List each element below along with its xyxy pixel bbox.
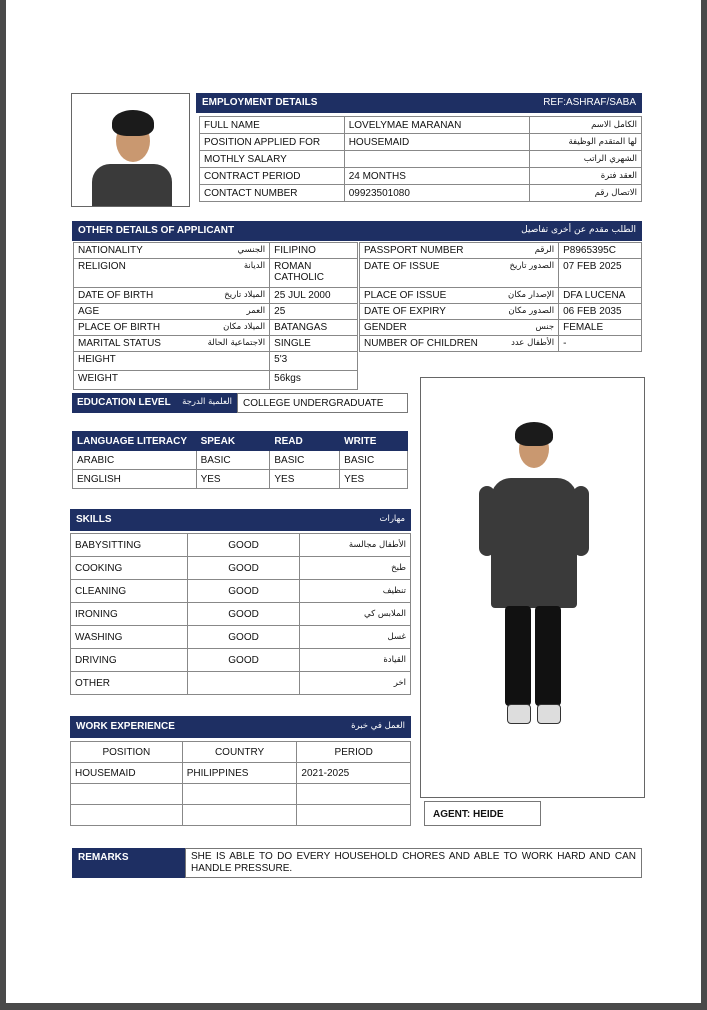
language-cell: BASIC xyxy=(270,451,340,470)
other-details-left-table xyxy=(73,242,358,390)
work-experience-title: WORK EXPERIENCE xyxy=(76,721,175,732)
skill-level: GOOD xyxy=(187,534,300,557)
employment-header xyxy=(196,93,642,113)
detail-label-cell xyxy=(74,371,270,390)
work-cell xyxy=(297,805,411,826)
skill-name: BABYSITTING xyxy=(71,534,188,557)
skill-row xyxy=(71,557,411,580)
employment-label: CONTRACT PERIOD xyxy=(200,168,345,185)
detail-label-ar: الصدور تاريخ xyxy=(509,261,555,271)
work-cell xyxy=(182,784,297,805)
applicant-full-body-photo xyxy=(420,377,645,798)
detail-label: PASSPORT NUMBER xyxy=(364,245,464,256)
detail-label: WEIGHT xyxy=(78,373,118,384)
detail-label: DATE OF ISSUE xyxy=(364,261,440,272)
detail-value: 25 xyxy=(270,304,358,320)
detail-label-cell xyxy=(360,336,559,352)
detail-label: DATE OF EXPIRY xyxy=(364,306,446,317)
detail-label-cell xyxy=(360,259,559,288)
work-header: PERIOD xyxy=(297,742,411,763)
detail-row xyxy=(360,288,642,304)
detail-value: - xyxy=(559,336,642,352)
employment-row xyxy=(200,151,642,168)
work-row xyxy=(71,763,411,784)
detail-label: GENDER xyxy=(364,322,407,333)
detail-value: 25 JUL 2000 xyxy=(270,288,358,304)
detail-label-ar: الأطفال عدد xyxy=(511,338,555,348)
skill-level: GOOD xyxy=(187,557,300,580)
detail-row xyxy=(360,336,642,352)
work-cell: 2021-2025 xyxy=(297,763,411,784)
skill-name-ar: تنظيف xyxy=(300,580,411,603)
detail-label-ar: الرقم xyxy=(534,245,555,255)
detail-row xyxy=(74,243,358,259)
detail-label: NUMBER OF CHILDREN xyxy=(364,338,478,349)
skill-name-ar: اخر xyxy=(300,672,411,695)
other-details-title: OTHER DETAILS OF APPLICANT xyxy=(78,225,235,236)
employment-label: POSITION APPLIED FOR xyxy=(200,134,345,151)
employment-label-ar: الشهري الراتب xyxy=(530,151,642,168)
skill-name-ar: طبخ xyxy=(300,557,411,580)
detail-label-cell xyxy=(360,288,559,304)
detail-label: PLACE OF ISSUE xyxy=(364,290,447,301)
remarks-label: REMARKS xyxy=(72,848,185,878)
detail-value: 56kgs xyxy=(270,371,358,390)
detail-row xyxy=(360,304,642,320)
employment-title: EMPLOYMENT DETAILS xyxy=(202,97,318,108)
detail-value: 5'3 xyxy=(270,352,358,371)
detail-row xyxy=(74,371,358,390)
employment-label: MOTHLY SALARY xyxy=(200,151,345,168)
applicant-portrait-photo xyxy=(71,93,190,207)
detail-value: DFA LUCENA xyxy=(559,288,642,304)
detail-label-ar: الصدور مكان xyxy=(508,306,555,316)
skill-name-ar: الأطفال مجالسة xyxy=(300,534,411,557)
skill-row xyxy=(71,626,411,649)
detail-label-ar: الميلاد تاريخ xyxy=(224,290,266,300)
education-label-box xyxy=(72,393,237,413)
detail-label-cell xyxy=(360,320,559,336)
detail-label: PLACE OF BIRTH xyxy=(78,322,161,333)
work-cell: HOUSEMAID xyxy=(71,763,183,784)
employment-label: CONTACT NUMBER xyxy=(200,185,345,202)
language-cell: BASIC xyxy=(196,451,270,470)
skill-level xyxy=(187,672,300,695)
other-details-title-ar: الطلب مقدم عن أخرى تفاصيل xyxy=(521,225,636,235)
language-row xyxy=(73,451,408,470)
detail-row xyxy=(360,243,642,259)
detail-value: 07 FEB 2025 xyxy=(559,259,642,288)
detail-label-cell xyxy=(74,288,270,304)
skills-title: SKILLS xyxy=(76,514,112,525)
skill-name: COOKING xyxy=(71,557,188,580)
employment-row xyxy=(200,168,642,185)
detail-label-cell xyxy=(74,320,270,336)
remarks-text: SHE IS ABLE TO DO EVERY HOUSEHOLD CHORES AND ABLE TO WORK HARD AND CAN HANDLE PRESSURE. xyxy=(185,848,642,878)
detail-label-ar: جنس xyxy=(535,322,555,332)
employment-label: FULL NAME xyxy=(200,117,345,134)
detail-row xyxy=(74,288,358,304)
detail-label: NATIONALITY xyxy=(78,245,143,256)
employment-label-ar: الاتصال رقم xyxy=(530,185,642,202)
employment-value: 09923501080 xyxy=(344,185,530,202)
work-header: COUNTRY xyxy=(182,742,297,763)
employment-row xyxy=(200,185,642,202)
work-experience-table xyxy=(70,741,411,826)
language-header: LANGUAGE LITERACY xyxy=(73,432,197,451)
other-details-header xyxy=(72,221,642,241)
employment-value: 24 MONTHS xyxy=(344,168,530,185)
other-details-right-table xyxy=(359,242,642,352)
detail-row xyxy=(74,320,358,336)
detail-label-ar: الإصدار مكان xyxy=(507,290,555,300)
skill-name: OTHER xyxy=(71,672,188,695)
detail-label-ar: العمر xyxy=(246,306,266,316)
skill-name: WASHING xyxy=(71,626,188,649)
detail-row xyxy=(360,320,642,336)
employment-row xyxy=(200,117,642,134)
work-header: POSITION xyxy=(71,742,183,763)
employment-value xyxy=(344,151,530,168)
work-cell xyxy=(71,805,183,826)
work-experience-header xyxy=(70,716,411,738)
language-cell: YES xyxy=(340,470,408,489)
language-cell: ENGLISH xyxy=(73,470,197,489)
detail-row xyxy=(74,259,358,288)
skill-level: GOOD xyxy=(187,649,300,672)
skill-row xyxy=(71,580,411,603)
skill-name: IRONING xyxy=(71,603,188,626)
detail-label-ar: الجنسي xyxy=(237,245,266,255)
employment-row xyxy=(200,134,642,151)
employment-label-ar: العقد فترة xyxy=(530,168,642,185)
skill-row xyxy=(71,649,411,672)
language-header: READ xyxy=(270,432,340,451)
detail-label: DATE OF BIRTH xyxy=(78,290,154,301)
detail-label-cell xyxy=(74,243,270,259)
skill-level: GOOD xyxy=(187,626,300,649)
employment-label-ar: لها المتقدم الوظيفة xyxy=(530,134,642,151)
work-cell xyxy=(71,784,183,805)
detail-label: RELIGION xyxy=(78,261,126,272)
work-cell xyxy=(182,805,297,826)
work-row xyxy=(71,784,411,805)
language-header: WRITE xyxy=(340,432,408,451)
skill-row xyxy=(71,672,411,695)
language-row xyxy=(73,470,408,489)
skill-name-ar: غسل xyxy=(300,626,411,649)
detail-value: BATANGAS xyxy=(270,320,358,336)
skills-title-ar: مهارات xyxy=(379,514,405,524)
document-page xyxy=(6,0,701,1003)
work-row xyxy=(71,805,411,826)
detail-label: MARITAL STATUS xyxy=(78,338,161,349)
employment-table xyxy=(199,116,642,202)
detail-label: AGE xyxy=(78,306,100,317)
language-header: SPEAK xyxy=(196,432,270,451)
skill-name-ar: القيادة xyxy=(300,649,411,672)
detail-value: 06 FEB 2035 xyxy=(559,304,642,320)
language-cell: ARABIC xyxy=(73,451,197,470)
detail-value: P8965395C xyxy=(559,243,642,259)
skills-table xyxy=(70,533,411,695)
detail-label-cell xyxy=(360,304,559,320)
employment-value: HOUSEMAID xyxy=(344,134,530,151)
work-cell: PHILIPPINES xyxy=(182,763,297,784)
skills-header xyxy=(70,509,411,531)
agent-box: AGENT: HEIDE xyxy=(424,801,541,826)
detail-label-cell xyxy=(74,259,270,288)
skill-row xyxy=(71,603,411,626)
employment-value: LOVELYMAE MARANAN xyxy=(344,117,530,134)
detail-value: ROMAN CATHOLIC xyxy=(270,259,358,288)
work-experience-title-ar: العمل في خبرة xyxy=(351,721,405,731)
language-cell: YES xyxy=(270,470,340,489)
detail-label-cell xyxy=(74,304,270,320)
skill-name-ar: الملابس كي xyxy=(300,603,411,626)
skill-level: GOOD xyxy=(187,580,300,603)
detail-row xyxy=(74,336,358,352)
detail-row xyxy=(74,304,358,320)
detail-label-cell xyxy=(74,352,270,371)
skill-row xyxy=(71,534,411,557)
detail-label-cell xyxy=(74,336,270,352)
education-value: COLLEGE UNDERGRADUATE xyxy=(237,393,408,413)
language-cell: BASIC xyxy=(340,451,408,470)
skill-name: CLEANING xyxy=(71,580,188,603)
detail-row xyxy=(360,259,642,288)
detail-label-ar: الميلاد مكان xyxy=(223,322,266,332)
detail-value: FILIPINO xyxy=(270,243,358,259)
employment-label-ar: الكامل الاسم xyxy=(530,117,642,134)
detail-row xyxy=(74,352,358,371)
language-table xyxy=(72,431,408,489)
detail-label: HEIGHT xyxy=(78,354,116,365)
reference-code: REF:ASHRAF/SABA xyxy=(543,97,636,108)
detail-value: FEMALE xyxy=(559,320,642,336)
skill-name: DRIVING xyxy=(71,649,188,672)
detail-label-cell xyxy=(360,243,559,259)
detail-label-ar: الاجتماعية الحالة xyxy=(207,338,266,348)
detail-value: SINGLE xyxy=(270,336,358,352)
education-label: EDUCATION LEVEL xyxy=(77,397,171,408)
skill-level: GOOD xyxy=(187,603,300,626)
work-cell xyxy=(297,784,411,805)
education-label-ar: العلمية الدرجة xyxy=(182,397,232,407)
language-cell: YES xyxy=(196,470,270,489)
detail-label-ar: الديانة xyxy=(243,261,266,271)
